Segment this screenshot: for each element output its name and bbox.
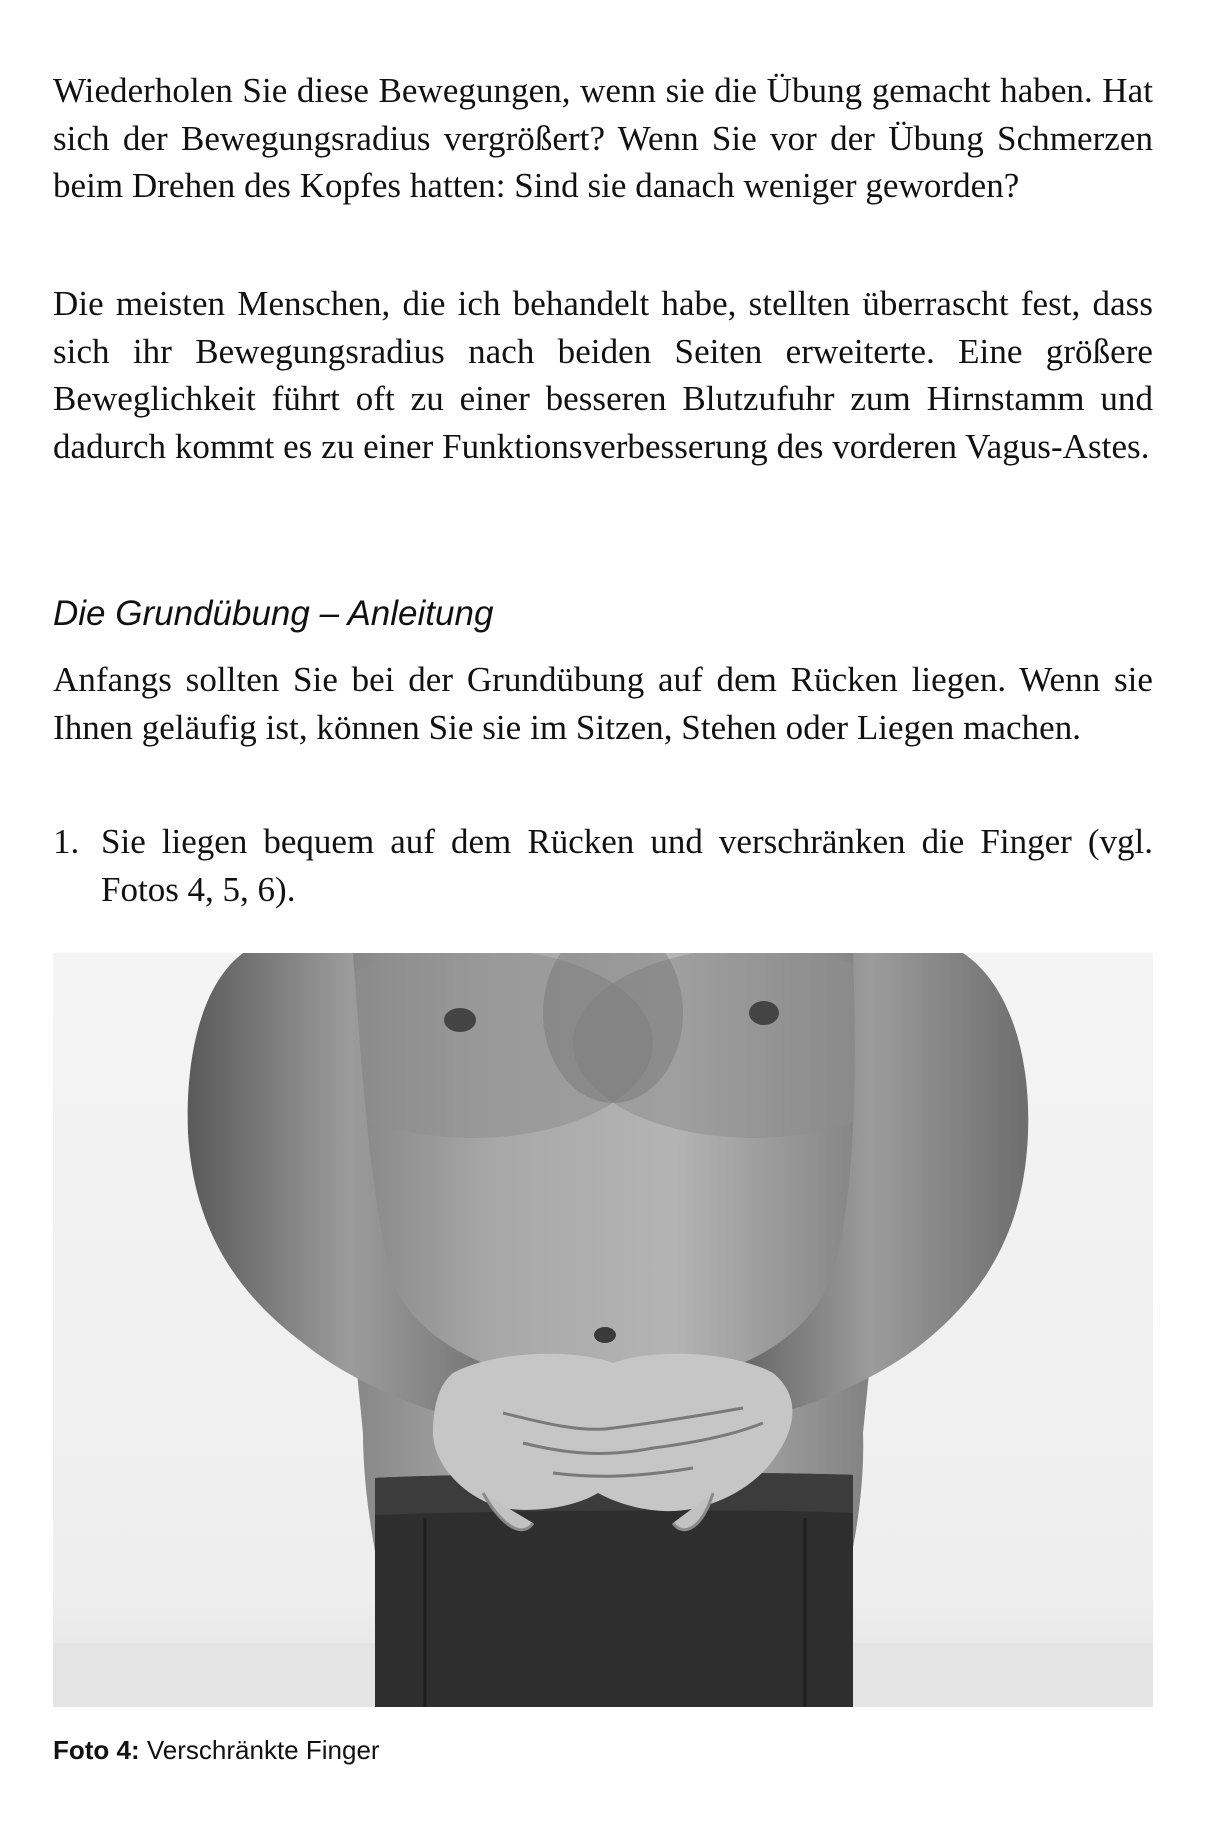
paragraph-instructions-intro: Anfangs sollten Sie bei der Grundübung auf dem Rücken liegen. Wenn sie Ihnen geläufig ist, können Sie sie im Sitzen, Stehen oder Liegen machen. [53, 660, 1153, 747]
caption-label: Foto 4: [53, 1735, 140, 1765]
step-number: 1. [53, 822, 80, 861]
paragraph-range-of-motion: Die meisten Menschen, die ich behandelt habe, stellten überrascht fest, dass sich ihr Bewegungsradius nach beiden Seiten erweiterte. Eine größere Beweglichkeit führt oft zu einer besseren Blutzufuhr zum Hirnstamm und dadurch kommt es zu einer Funktionsverbesserung des vorderen Vagus-Astes. [53, 284, 1153, 466]
torso-photo-illustration [53, 953, 1153, 1707]
caption-text: Verschränkte Finger [146, 1735, 380, 1765]
paragraph-repeat-movements: Wiederholen Sie diese Bewegungen, wenn sie die Übung gemacht haben. Hat sich der Bewegungsradius vergrößert? Wenn Sie vor der Übung Schmerzen beim Drehen des Kopfes hatten: Sind sie danach weniger geworden? [53, 71, 1153, 205]
figure-caption [53, 1733, 380, 1767]
photo-interlaced-fingers [53, 953, 1153, 1707]
section-heading: Die Grundübung – Anleitung [53, 594, 494, 633]
step-item [53, 818, 1153, 913]
step-text: Sie liegen bequem auf dem Rücken und verschränken die Finger (vgl. Fotos 4, 5, 6). [101, 822, 1153, 909]
